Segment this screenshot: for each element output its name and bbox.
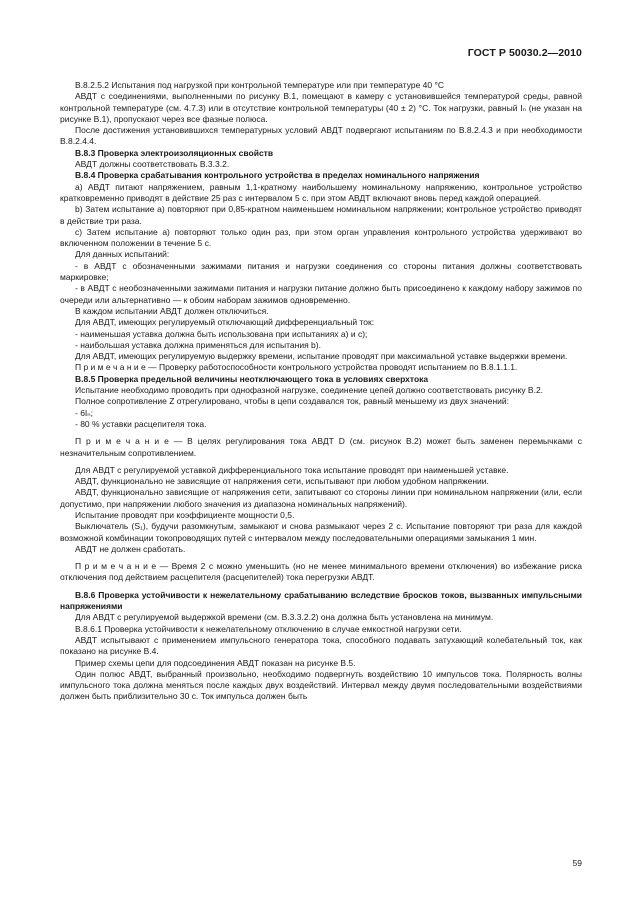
paragraph: Для АВДТ, имеющих регулируемый отключающий дифференциальный ток: — [75, 317, 375, 328]
section-heading-b84: В.8.4 Проверка срабатывания контрольного устройства в пределах номинального напряжения — [75, 170, 480, 181]
paragraph: АВДТ с соединениями, выполненными по рисунку В.1, помещают в камеру с установившейся температурой среды, равной контрольной температуре (см. 4.7.3) или в отсутствие контрольной температуры (40 ± 2) °С. Ток нагрузки, равный Iₙ (не указан на рисунке В.1), пропускают через все фазные полюса. — [60, 91, 582, 124]
paragraph: АВДТ не должен сработать. — [75, 543, 186, 554]
paragraph: После достижения установившихся температурных условий АВДТ подвергают испытаниям по В.8.2.4.3 и при необходимости В.8.2.4.4. — [60, 125, 582, 147]
paragraph: Для данных испытаний: — [75, 249, 170, 260]
paragraph: В.8.6.1 Проверка устойчивости к нежелательному отключению в случае емкостной нагрузки сети. — [75, 623, 462, 634]
list-item: - в АВДТ с обозначенными зажимами питания и нагрузки соединения со стороны питания должны соответствовать маркировке; — [60, 260, 582, 283]
list-item: - 6Iₙ; — [75, 407, 94, 418]
paragraph: АВДТ должны соответствовать В.3.3.2. — [75, 159, 230, 170]
paragraph: Для АВДТ, имеющих регулируемую выдержку времени, испытание проводят при максимальной уставке выдержки времени. — [75, 351, 568, 362]
clause-b8252-title: В.8.2.5.2 Испытания под нагрузкой при контрольной температуре или при температуре 40 °С — [75, 80, 445, 90]
list-item: - 80 % уставки расцепителя тока. — [75, 418, 207, 429]
note: П р и м е ч а н и е — Проверку работоспособности контрольного устройства проводят испытанием по В.8.1.1.1. — [75, 362, 518, 373]
note: П р и м е ч а н и е — Время 2 с можно уменьшить (но не менее минимального времени отключения) во избежание риска отключения под действием расцепителя (расцепителей) тока перегрузки АВДТ. — [60, 561, 582, 583]
paragraph: Для АВДТ с регулируемой уставкой дифференциального тока испытание проводят при наименьшей уставке. — [75, 464, 509, 475]
list-item: - наибольшая уставка должна применяться для испытания b). — [75, 339, 321, 350]
page-number: 59 — [572, 858, 582, 868]
paragraph: АВДТ, функционально не зависящие от напряжения сети, испытывают при любом удобном напряжении. — [75, 476, 489, 487]
paragraph: Испытание необходимо проводить при однофазной нагрузке, соединение цепей должно соответствовать рисунку В.2. — [75, 385, 544, 396]
paragraph: Полное сопротивление Z отрегулировано, чтобы в цепи создавался ток, равный меньшему из двух значений: — [75, 396, 510, 407]
paragraph: АВДТ испытывают с применением импульсного генератора тока, способного подавать затухающий колебательный ток, как показано на рисунке В.4. — [60, 634, 582, 657]
paragraph: Для АВДТ с регулируемой выдержкой времени (см. В.3.3.2.2) она должна быть установлена на минимум. — [75, 612, 494, 623]
note: П р и м е ч а н и е — В целях регулирования тока АВДТ D (см. рисунок В.2) может быть заменен перемычками с незначительным сопротивлением. — [60, 436, 582, 458]
paragraph: В каждом испытании АВДТ должен отключиться. — [75, 305, 269, 316]
section-heading-b85: В.8.5 Проверка предельной величины неотключающего тока в условиях сверхтока — [75, 373, 429, 384]
list-item: - в АВДТ с необозначенными зажимами питания и нагрузки питание должно быть присоединено к каждому набору зажимов по очереди или альтернативно — к обоим наборам зажимов одновременно. — [60, 283, 582, 305]
paragraph: Пример схемы цепи для подсоединения АВДТ показан на рисунке В.5. — [75, 657, 356, 668]
paragraph: Выключатель (S₁), будучи разомкнутым, замыкают и снова размыкают через 2 с. Испытание повторяют три раза для каждой возможной комбинации токопроводящих путей с интервалом между последовательными операциями замыкания 1 мин. — [60, 521, 582, 543]
list-item: а) АВДТ питают напряжением, равным 1,1-кратному наибольшему номинальному напряжению, контрольное устройство кратковременно приводят в действие 25 раз с интервалом 5 с. при этом АВДТ включают вновь перед каждой операцией. — [60, 181, 582, 203]
section-heading-b86: В.8.6 Проверка устойчивости к нежелательному срабатыванию вследствие бросков токов, вызванных импульсными напряжениями — [60, 589, 582, 612]
document-body — [60, 80, 582, 703]
section-heading-b83: В.8.3 Проверка электроизоляционных свойств — [75, 147, 274, 158]
standard-code-header: ГОСТ Р 50030.2—2010 — [467, 47, 582, 59]
list-item: - наименьшая уставка должна быть использована при испытаниях а) и с); — [75, 328, 368, 339]
list-item: b) Затем испытание а) повторяют при 0,85-кратном наименьшем номинальном напряжении; контрольное устройство приводят в действие три раза. — [60, 204, 582, 226]
list-item: с) Затем испытание а) повторяют только один раз, при этом орган управления контрольного устройства удерживают во включенном положении в течение 5 с. — [60, 226, 582, 249]
paragraph: АВДТ, функционально зависящие от напряжения сети, запитывают со стороны линии при номинальном напряжении (или, если допустимо, при напряжении любого значения из диапазона номинальных напряжений). — [60, 487, 582, 509]
paragraph: Испытание проводят при коэффициенте мощности 0,5. — [75, 509, 295, 520]
paragraph: Один полюс АВДТ, выбранный произвольно, необходимо подвергнуть воздействию 10 импульсов тока. Полярность волны импульсного тока должна меняться после каждых двух воздействий. Интервал между двумя последовательными воздействиями должен быть приблизительно 30 с. Ток импульса должен быть — [60, 668, 582, 702]
